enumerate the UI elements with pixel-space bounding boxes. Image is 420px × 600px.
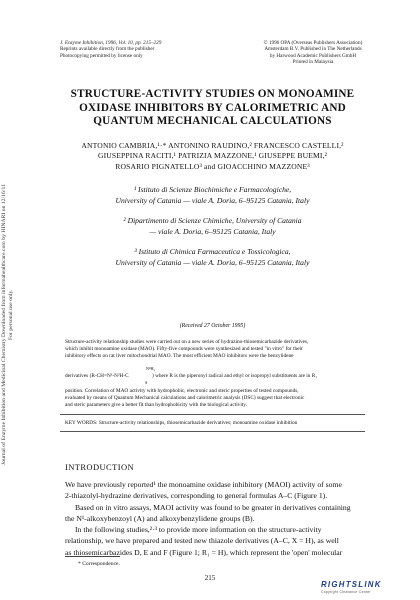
watermark-line-2: For personal use only.	[8, 289, 14, 340]
body-line: We have previously reported¹ the monoamine oxidase inhibitory (MAOI) activity of some	[65, 480, 342, 489]
abstract-formula-line	[65, 363, 365, 387]
body-line: Based on in vitro assays, MAOI activity was found to be greater in derivatives containing	[75, 502, 351, 512]
body-line: In the following studies,²·³ to provide more information on the structure-activity	[75, 525, 322, 535]
body-line: the N¹-alkoxybenzoyl (A) and alkoxybenzylidene groups (B).	[65, 513, 255, 523]
keywords-divider	[60, 431, 365, 432]
affiliation-line: ¹ Istituto di Scienze Biochimiche e Farmacologiche,	[133, 185, 292, 194]
abstract-line: which inhibit monoamine oxidase (MAO). Fifty-five compounds were synthesized and tested "in vitro" for their	[65, 346, 303, 352]
affiliation-line: University of Catania — viale A. Doria, 6–95125 Catania, Italy	[115, 257, 310, 267]
abstract-line: inhibitory effects on rat liver mitochondrial MAO. The most efficient MAO inhibitors were the benzylidene	[65, 353, 294, 359]
author-line: GIUSEPPINA RACITI,¹ PATRIZIA MAZZONE,¹ GIUSEPPE BUEMI,²	[97, 151, 328, 161]
body-line: as thiosemicarbazides D, E and F (Figure 1; R₁ = H), which represent the 'open' molecular	[65, 547, 343, 557]
abstract-line: position. Correlation of MAO activity with hydrophobic, electronic and steric properties of tested compounds,	[65, 388, 299, 394]
keywords: KEY WORDS: Structure-activity relationships, thiosemicarbazide derivatives; monoamine oxidase inhibition	[65, 420, 298, 426]
affiliation-2	[60, 216, 365, 237]
abstract-divider	[60, 414, 365, 415]
title-line: QUANTUM MECHANICAL CALCULATIONS	[93, 115, 332, 127]
formula-superscript: N⁴H₂	[146, 366, 155, 371]
journal-citation	[60, 40, 161, 59]
footnote: * Correspondence.	[78, 561, 120, 567]
publisher-line: Printed in Malaysia	[292, 58, 334, 65]
author-line: ANTONIO CAMBRIA,¹·* ANTONINO RAUDINO,² FRANCESCO CASTELLI,²	[81, 141, 344, 150]
formula-prefix: derivatives (R-CH=N¹-N²H-C	[65, 373, 129, 379]
affiliation-line: ² Dipartimento di Scienze Chimiche, University of Catania	[123, 216, 302, 225]
logo-subtext: Copyright Clearance Center	[321, 590, 371, 594]
citation-line: J. Enzyme Inhibition, 1996, Vol. 10, pp. 215–229	[60, 40, 162, 46]
citation-line: Photocopying permitted by license only	[60, 52, 143, 59]
abstract-paragraph-2	[65, 388, 362, 409]
footnote-divider	[65, 556, 120, 557]
page-number: 215	[204, 574, 216, 582]
article-title	[40, 88, 385, 129]
section-heading: INTRODUCTION	[65, 462, 135, 472]
formula-suffix: ) where R is the piperonyl radical and ethyl or isopropyl substituents are in R₁	[152, 373, 318, 379]
rightslink-logo[interactable]	[321, 580, 382, 594]
publisher-info	[238, 40, 388, 65]
received-date: (Received 27 October 1995)	[179, 323, 246, 329]
affiliation-3	[60, 247, 365, 268]
title-line: OXIDASE INHIBITORS BY CALORIMETRIC AND	[79, 101, 346, 114]
logo-text: RIGHTSLINK	[321, 580, 382, 589]
affiliation-1	[60, 185, 365, 206]
abstract-line: and steric parameters give a better fit than hydrophobicity with the biological activity.	[65, 402, 247, 408]
title-line: STRUCTURE-ACTIVITY STUDIES ON MONOAMINE	[70, 88, 355, 100]
publisher-line: Amsterdam B.V. Published in The Netherlands	[264, 46, 362, 53]
author-list	[45, 141, 380, 172]
body-line: relationship, we have prepared and tested new thiazole derivatives (A–C, X = H), as well	[65, 536, 339, 546]
download-watermark	[0, 184, 14, 465]
watermark-line-1: Journal of Enzyme Inhibition and Medicinal Chemistry Downloaded from informahealthcare.com by HINARI on 12/16/11	[1, 184, 7, 465]
abstract-paragraph-1	[65, 339, 362, 360]
affiliation-line: ³ Istituto di Chimica Farmaceutica e Tossicologica,	[134, 247, 291, 256]
body-line: 2-thiazolyl-hydrazine derivatives, corresponding to general formulas A–C (Figure 1).	[65, 491, 328, 501]
affiliation-line: — viale A. Doria, 6–95125 Catania, Italy	[149, 226, 276, 236]
abstract-line: evaluated by means of Quantum Mechanical calculations and calorimetric analysis (DSC) suggest that electronic	[65, 395, 305, 401]
publisher-line: by Harwood Academic Publishers GmbH	[269, 52, 357, 59]
citation-line: Reprints available directly from the publisher	[60, 46, 155, 53]
introduction-body	[65, 479, 363, 558]
abstract-line: Structure-activity relationship studies were carried out on a new series of hydrazino-thiosemicarbazide derivatives,	[65, 339, 309, 345]
publisher-line: © 1996 OPA (Overseas Publishers Association)	[263, 40, 363, 46]
formula-subscript: S	[145, 380, 148, 385]
affiliation-line: University of Catania — viale A. Doria, 6–95125 Catania, Italy	[115, 195, 310, 205]
author-line: ROSARIO PIGNATELLO³ and GIOACCHINO MAZZONE³	[115, 161, 310, 171]
